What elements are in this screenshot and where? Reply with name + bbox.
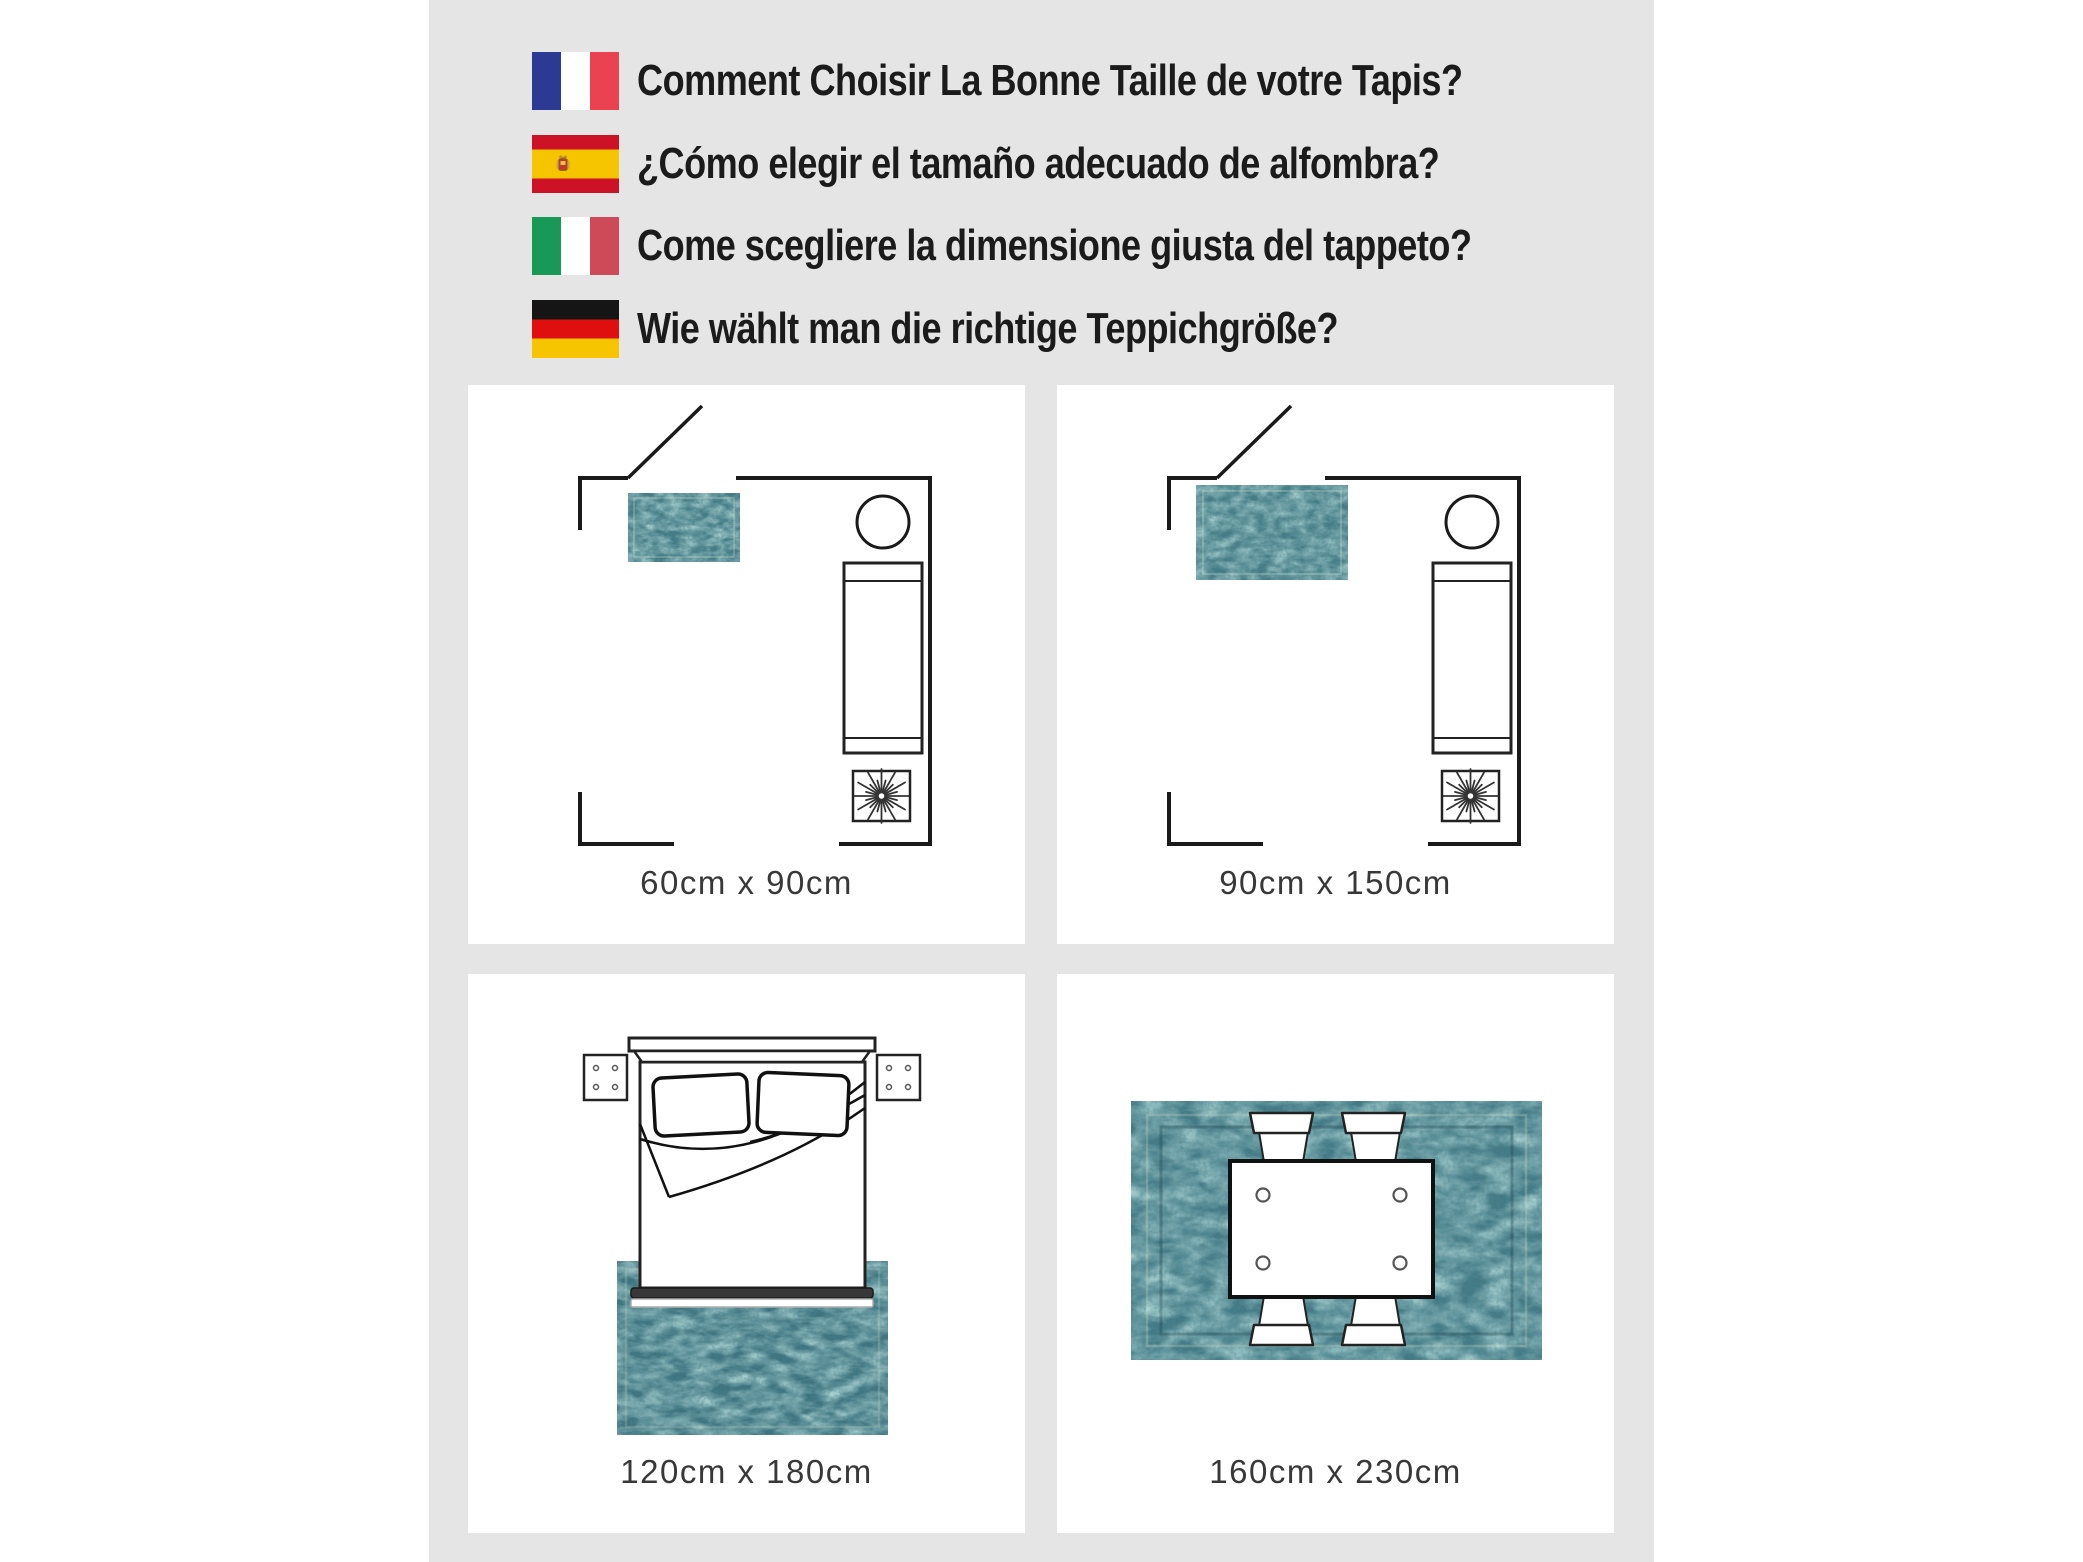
room-plan-60x90 [468,385,1025,944]
question-text-spanish: ¿Cómo elegir el tamaño adecuado de alfombra? [637,139,1440,188]
language-row-italian [532,217,1655,275]
room-plan-120x180 [468,974,1025,1533]
plant-icon [853,769,910,823]
italy-flag-icon [532,217,619,275]
panel-90x150 [1057,385,1614,944]
germany-flag-icon [532,300,619,358]
size-caption-90x150: 90cm x 150cm [1219,864,1452,901]
bed-icon [629,1038,875,1307]
plant-icon [1442,769,1499,823]
france-flag-icon [532,52,619,110]
panel-160x230 [1057,974,1614,1533]
room-plan-160x230 [1057,974,1614,1533]
question-text-italian: Come scegliere la dimensione giusta del tappeto? [637,221,1472,270]
side-table-icon [1446,496,1498,548]
size-caption-60x90: 60cm x 90cm [640,864,853,901]
rug-90x150 [1196,485,1348,580]
door-icon [1217,406,1291,478]
headboard [629,1038,875,1062]
sofa-icon [844,563,922,753]
panel-60x90 [468,385,1025,944]
door-icon [628,406,702,478]
size-caption-120x180: 120cm x 180cm [620,1453,873,1490]
language-row-spanish [532,135,1615,193]
sofa-icon [1433,563,1511,753]
rug-60x90 [628,493,740,562]
spain-crest-icon [554,154,572,175]
language-row-german [532,300,1492,358]
room-plan-90x150 [1057,385,1614,944]
panel-120x180 [468,974,1025,1533]
spain-flag-icon [532,135,619,193]
content-band [429,0,1654,1562]
side-table-icon [857,496,909,548]
question-text-german: Wie wählt man die richtige Teppichgröße? [637,304,1339,353]
dining-table-icon [1230,1161,1433,1297]
language-row-french [532,52,1644,110]
question-text-french: Comment Choisir La Bonne Taille de votre Tapis? [637,56,1463,105]
size-caption-160x230: 160cm x 230cm [1209,1453,1462,1490]
footboard [631,1288,873,1307]
